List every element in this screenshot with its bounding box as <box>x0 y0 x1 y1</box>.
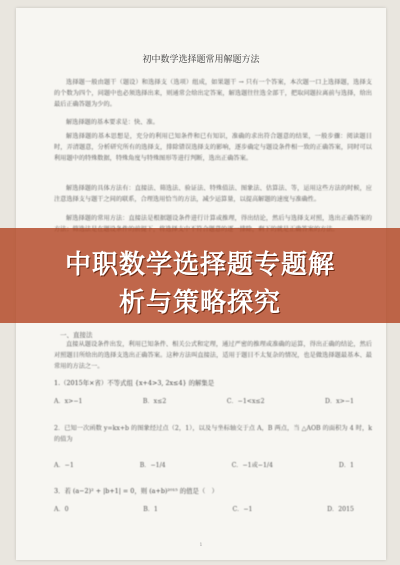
idea-paragraph: 解选择题的基本思想是，充分的利用已知条件和已有知识，准确的求出符合题意的结果，一般步骤：阅读题目时，弄清题意，分析研究所有的选择支，排除错误选择支的影响，逐步确定与题设条件相一致的正确答案，同时可以利用题中的特殊数据，特殊角度与特殊图形等进行判断，选出正确答案。 <box>54 133 372 162</box>
question-3-options <box>54 504 354 513</box>
question-1-stem: 1.（2015年×省）不等式组 {x+4>3, 2x≤4} 的解集是 <box>54 379 215 387</box>
page-number: 1 <box>199 542 203 548</box>
banner-title-line-1: 中职数学选择题专题解 <box>64 250 335 280</box>
option-a: A．0 <box>54 506 69 513</box>
intro-paragraph: 选择题一般由题干（题设）和选择支（选项）组成，如果题干 → 只有一个答案，本次题一口上选择题，选择支的个数为四个，问题中也必须选择出来，则通常会给出定答案，解选题往往选全部干，把取问题拉离前与选择，给出最后正确答题为少的。 <box>54 79 372 108</box>
option-c: C．−1 <box>232 506 253 513</box>
banner-title-line-2: 析与策略探究 <box>118 288 281 318</box>
document-title: 初中数学选择题常用解题方法 <box>142 55 260 65</box>
option-b: B．x≤2 <box>142 398 167 405</box>
question-2-stem: 2．已知一次函数 y=kx+b 的图象经过点（2，1），以及与坐标轴交于点 A，B 两点，当 △AOB 的面积为 4 时，k 的值为 <box>54 425 372 443</box>
option-d: D．x>−1 <box>325 398 354 405</box>
question-2-options <box>54 460 354 469</box>
option-d: D．2015 <box>327 506 354 513</box>
option-a: A．−1 <box>54 462 74 469</box>
section-text: 直接从题设条件出发，利用已知条件、相关公式和定理，通过严密的推理或准确的运算，得出正确的结论，然后对照题目所给出的选择支选出正确答案。这种方法叫直接法，适用于题目不太复杂的情况，也是做选择题最基本、最常用的方法之一。 <box>54 341 372 370</box>
option-c: C．−1<x≤2 <box>226 398 265 405</box>
question-3-stem: 3．若 (a−2)² + |b+1| = 0，则 (a+b)²⁰¹⁵ 的值是（ ） <box>54 487 219 495</box>
option-b: B．−1/4 <box>139 462 166 469</box>
section-heading: 一、直接法 <box>60 331 93 339</box>
requirement-paragraph: 解选择题的基本要求是：快、准。 <box>66 119 159 126</box>
methods-paragraph: 解选择题的具体方法有：直接法、筛选法、验证法、特殊值法、图象法、估算法、等，运用这些方法的时候，应注意选择支与题干之间的联系，合理选用恰当的方法，减少运算量，以提高解题的速度与准确性。 <box>54 185 372 203</box>
common-methods-paragraph: 解选择题的常用方法：直接法是根据题设条件进行计算或推理，得出结论，然后与选择支对照，选出正确答案的 <box>66 215 372 222</box>
option-b: B．1 <box>143 506 158 513</box>
option-c: C．−1或−1/4 <box>231 462 273 469</box>
option-a: A．x>−1 <box>54 398 83 405</box>
title-banner <box>0 228 400 323</box>
option-d: D．1 <box>338 462 354 469</box>
question-1-options <box>54 396 354 405</box>
